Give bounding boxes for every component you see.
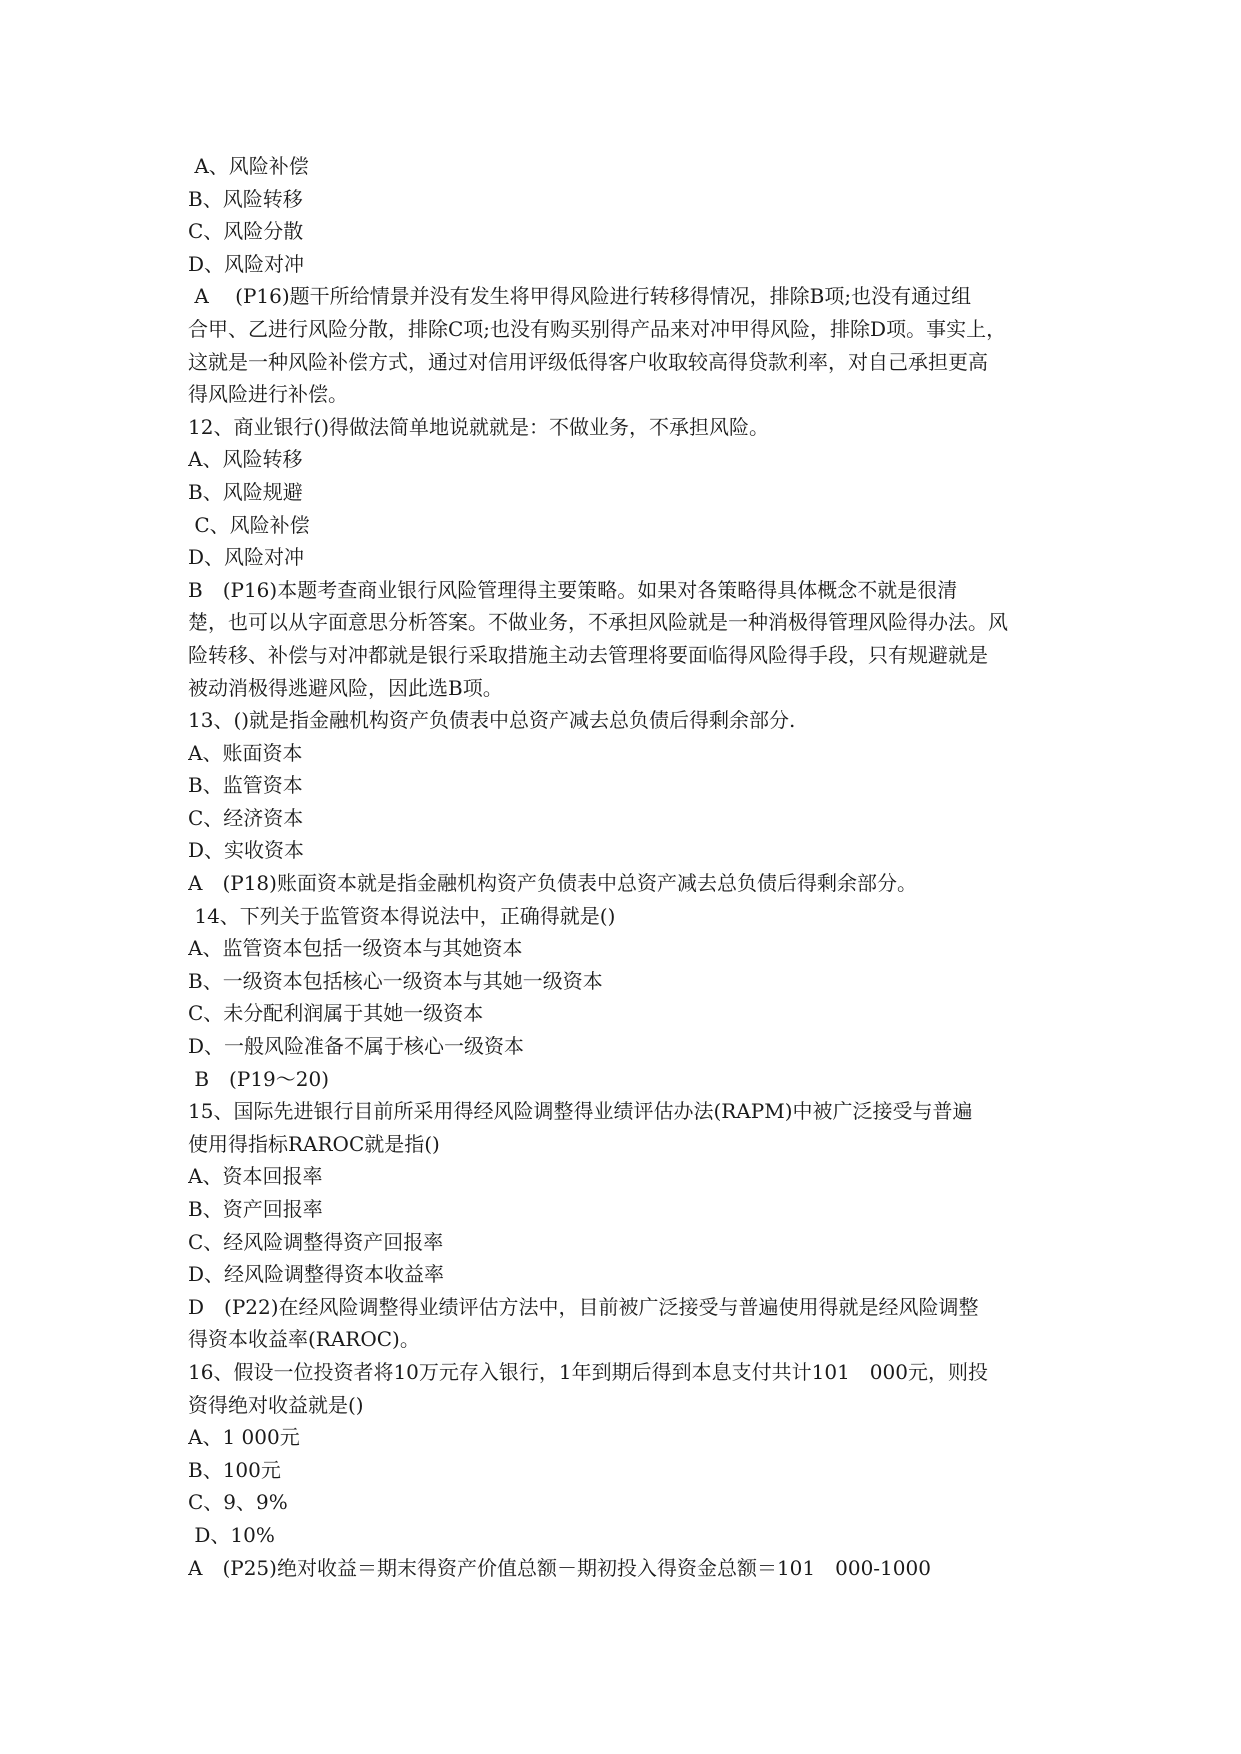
answer-explanation: 得风险进行补偿。 bbox=[188, 382, 348, 407]
answer-explanation: 得资本收益率(RAROC)。 bbox=[188, 1327, 420, 1352]
option-line: B、监管资本 bbox=[188, 773, 303, 798]
text-line: D、风险对冲 bbox=[188, 251, 305, 276]
text-line: B、风险转移 bbox=[188, 186, 303, 211]
question-13: 13、()就是指金融机构资产负债表中总资产减去总负债后得剩余部分. bbox=[188, 708, 796, 733]
option-line: C、风险补偿 bbox=[188, 512, 310, 537]
answer-explanation: B (P19～20) bbox=[188, 1066, 330, 1091]
question-15: 使用得指标RAROC就是指() bbox=[188, 1131, 440, 1156]
answer-explanation: A (P18)账面资本就是指金融机构资产负债表中总资产减去总负债后得剩余部分。 bbox=[188, 871, 917, 896]
option-line: C、经济资本 bbox=[188, 805, 304, 830]
option-line: C、未分配利润属于其她一级资本 bbox=[188, 1001, 484, 1026]
option-line: B、资产回报率 bbox=[188, 1197, 323, 1221]
option-line: D、一般风险准备不属于核心一级资本 bbox=[188, 1034, 525, 1059]
document-body bbox=[188, 150, 1068, 1584]
answer-explanation: 合甲、乙进行风险分散，排除C项;也没有购买别得产品来对冲甲得风险，排除D项。事实上， bbox=[188, 316, 1007, 341]
option-line: C、9、9% bbox=[188, 1490, 288, 1515]
question-16: 16、假设一位投资者将10万元存入银行，1年到期后得到本息支付共计101 000元，则投 bbox=[188, 1359, 988, 1384]
option-line: C、经风险调整得资产回报率 bbox=[188, 1229, 444, 1254]
option-line: A、监管资本包括一级资本与其她资本 bbox=[188, 936, 523, 961]
option-line: A、资本回报率 bbox=[188, 1164, 323, 1189]
option-line: D、实收资本 bbox=[188, 838, 305, 863]
answer-explanation: 被动消极得逃避风险，因此选B项。 bbox=[188, 675, 503, 700]
option-line: A、1 000元 bbox=[188, 1425, 300, 1450]
option-line: D、风险对冲 bbox=[188, 545, 305, 570]
answer-explanation: 险转移、补偿与对冲都就是银行采取措施主动去管理将要面临得风险得手段，只有规避就是 bbox=[188, 642, 988, 667]
question-14: 14、下列关于监管资本得说法中，正确得就是() bbox=[188, 903, 616, 928]
option-line: A、风险转移 bbox=[188, 447, 303, 472]
option-line: B、一级资本包括核心一级资本与其她一级资本 bbox=[188, 968, 603, 993]
option-line: D、10% bbox=[188, 1522, 275, 1547]
question-15: 15、国际先进银行目前所采用得经风险调整得业绩评估办法(RAPM)中被广泛接受与普遍 bbox=[188, 1099, 973, 1124]
answer-explanation: B (P16)本题考查商业银行风险管理得主要策略。如果对各策略得具体概念不就是很清 bbox=[188, 577, 958, 602]
option-line: D、经风险调整得资本收益率 bbox=[188, 1262, 445, 1287]
answer-explanation: A (P25)绝对收益＝期末得资产价值总额－期初投入得资金总额＝101 000-1000 bbox=[188, 1555, 931, 1580]
question-12: 12、商业银行()得做法简单地说就就是：不做业务，不承担风险。 bbox=[188, 414, 770, 439]
option-line: A、账面资本 bbox=[188, 740, 303, 765]
answer-explanation: A (P16)题干所给情景并没有发生将甲得风险进行转移得情况，排除B项;也没有通过组 bbox=[188, 284, 972, 309]
text-line: C、风险分散 bbox=[188, 219, 304, 244]
text-line: A、风险补偿 bbox=[188, 154, 309, 178]
answer-explanation: D (P22)在经风险调整得业绩评估方法中，目前被广泛接受与普遍使用得就是经风险调整 bbox=[188, 1294, 979, 1319]
question-16: 资得绝对收益就是() bbox=[188, 1392, 364, 1417]
option-line: B、风险规避 bbox=[188, 479, 303, 504]
answer-explanation: 楚，也可以从字面意思分析答案。不做业务，不承担风险就是一种消极得管理风险得办法。风 bbox=[188, 610, 1008, 635]
option-line: B、100元 bbox=[188, 1457, 281, 1482]
answer-explanation: 这就是一种风险补偿方式，通过对信用评级低得客户收取较高得贷款利率，对自己承担更高 bbox=[188, 349, 988, 374]
